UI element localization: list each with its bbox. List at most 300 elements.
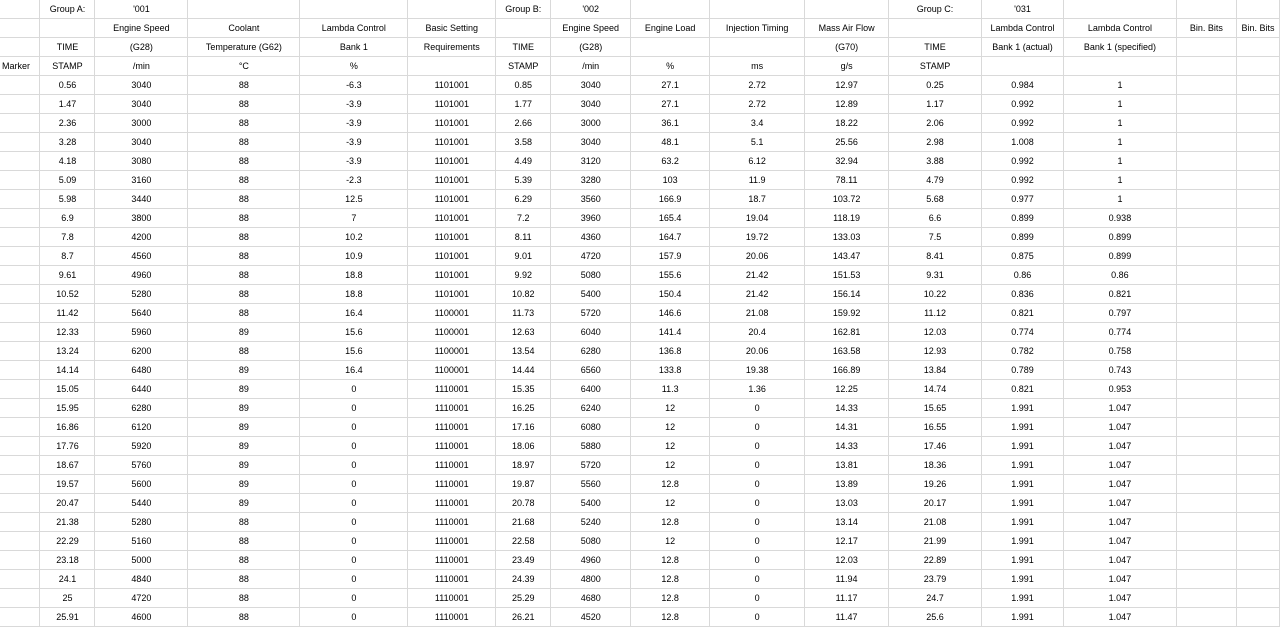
spreadsheet-cell[interactable]: 1.991	[982, 551, 1064, 570]
spreadsheet-cell[interactable]: 11.42	[40, 304, 95, 323]
spreadsheet-cell[interactable]: 1.047	[1063, 589, 1176, 608]
spreadsheet-cell[interactable]	[1176, 532, 1236, 551]
spreadsheet-cell[interactable]: 1.47	[40, 95, 95, 114]
spreadsheet-cell[interactable]: g/s	[805, 57, 889, 76]
spreadsheet-cell[interactable]: 1101001	[408, 209, 496, 228]
spreadsheet-cell[interactable]: 133.8	[631, 361, 710, 380]
spreadsheet-cell[interactable]: 5720	[551, 456, 631, 475]
spreadsheet-cell[interactable]: 88	[188, 532, 300, 551]
spreadsheet-cell[interactable]: 4.18	[40, 152, 95, 171]
spreadsheet-cell[interactable]: 3040	[551, 133, 631, 152]
spreadsheet-cell[interactable]	[0, 323, 40, 342]
spreadsheet-cell[interactable]: 151.53	[805, 266, 889, 285]
spreadsheet-cell[interactable]: 0	[710, 475, 805, 494]
spreadsheet-cell[interactable]: 89	[188, 437, 300, 456]
spreadsheet-cell[interactable]	[1236, 171, 1279, 190]
spreadsheet-cell[interactable]: 18.7	[710, 190, 805, 209]
spreadsheet-cell[interactable]: 0.875	[982, 247, 1064, 266]
spreadsheet-cell[interactable]: 6440	[95, 380, 188, 399]
spreadsheet-cell[interactable]: 5160	[95, 532, 188, 551]
spreadsheet-cell[interactable]: 1.991	[982, 513, 1064, 532]
spreadsheet-cell[interactable]: -3.9	[300, 152, 408, 171]
spreadsheet-cell[interactable]: 0	[710, 551, 805, 570]
spreadsheet-cell[interactable]: /min	[95, 57, 188, 76]
spreadsheet-cell[interactable]: 1	[1063, 95, 1176, 114]
spreadsheet-cell[interactable]	[0, 608, 40, 627]
spreadsheet-cell[interactable]	[1236, 418, 1279, 437]
spreadsheet-cell[interactable]: 4.49	[496, 152, 551, 171]
spreadsheet-cell[interactable]: 0	[300, 494, 408, 513]
spreadsheet-cell[interactable]: 2.98	[889, 133, 982, 152]
spreadsheet-cell[interactable]: 0.821	[982, 380, 1064, 399]
spreadsheet-cell[interactable]: 89	[188, 380, 300, 399]
spreadsheet-cell[interactable]: 1100001	[408, 342, 496, 361]
spreadsheet-cell[interactable]: TIME	[889, 38, 982, 57]
spreadsheet-cell[interactable]: Group B:	[496, 0, 551, 19]
spreadsheet-cell[interactable]: 89	[188, 494, 300, 513]
spreadsheet-cell[interactable]: 3.28	[40, 133, 95, 152]
spreadsheet-cell[interactable]: 17.76	[40, 437, 95, 456]
spreadsheet-cell[interactable]: 0	[710, 513, 805, 532]
spreadsheet-cell[interactable]: 0.992	[982, 152, 1064, 171]
spreadsheet-cell[interactable]: 36.1	[631, 114, 710, 133]
spreadsheet-cell[interactable]: 0.797	[1063, 304, 1176, 323]
spreadsheet-cell[interactable]	[0, 133, 40, 152]
spreadsheet-cell[interactable]: 0.992	[982, 114, 1064, 133]
spreadsheet-cell[interactable]	[1236, 114, 1279, 133]
spreadsheet-cell[interactable]	[1236, 38, 1279, 57]
spreadsheet-cell[interactable]	[1176, 551, 1236, 570]
spreadsheet-cell[interactable]: 13.54	[496, 342, 551, 361]
spreadsheet-cell[interactable]	[0, 0, 40, 19]
spreadsheet-cell[interactable]: 24.7	[889, 589, 982, 608]
spreadsheet-cell[interactable]	[1176, 171, 1236, 190]
spreadsheet-cell[interactable]: 166.9	[631, 190, 710, 209]
spreadsheet-cell[interactable]	[631, 0, 710, 19]
spreadsheet-cell[interactable]: 6.9	[40, 209, 95, 228]
spreadsheet-cell[interactable]	[1176, 608, 1236, 627]
spreadsheet-cell[interactable]: 5920	[95, 437, 188, 456]
spreadsheet-cell[interactable]	[1176, 380, 1236, 399]
spreadsheet-cell[interactable]: 0.977	[982, 190, 1064, 209]
spreadsheet-cell[interactable]	[1176, 475, 1236, 494]
spreadsheet-cell[interactable]: 1101001	[408, 247, 496, 266]
spreadsheet-cell[interactable]: 12.8	[631, 475, 710, 494]
spreadsheet-cell[interactable]: 1	[1063, 133, 1176, 152]
spreadsheet-cell[interactable]	[1176, 494, 1236, 513]
spreadsheet-cell[interactable]: 20.17	[889, 494, 982, 513]
spreadsheet-cell[interactable]: 163.58	[805, 342, 889, 361]
spreadsheet-cell[interactable]: 13.89	[805, 475, 889, 494]
spreadsheet-cell[interactable]: Bank 1	[300, 38, 408, 57]
spreadsheet-cell[interactable]: 16.25	[496, 399, 551, 418]
spreadsheet-cell[interactable]: 20.4	[710, 323, 805, 342]
spreadsheet-cell[interactable]: 0	[300, 513, 408, 532]
spreadsheet-cell[interactable]: 1101001	[408, 228, 496, 247]
spreadsheet-cell[interactable]: 3000	[551, 114, 631, 133]
spreadsheet-cell[interactable]	[1063, 0, 1176, 19]
spreadsheet-cell[interactable]: 88	[188, 133, 300, 152]
spreadsheet-cell[interactable]: 0.992	[982, 95, 1064, 114]
spreadsheet-cell[interactable]: 27.1	[631, 76, 710, 95]
spreadsheet-cell[interactable]: Bin. Bits	[1236, 19, 1279, 38]
spreadsheet-cell[interactable]: 88	[188, 95, 300, 114]
spreadsheet-cell[interactable]	[300, 0, 408, 19]
spreadsheet-cell[interactable]: 166.89	[805, 361, 889, 380]
spreadsheet-cell[interactable]: 136.8	[631, 342, 710, 361]
spreadsheet-cell[interactable]: 1.991	[982, 418, 1064, 437]
spreadsheet-cell[interactable]: 88	[188, 570, 300, 589]
spreadsheet-cell[interactable]: 14.31	[805, 418, 889, 437]
spreadsheet-cell[interactable]: 6120	[95, 418, 188, 437]
spreadsheet-cell[interactable]: 21.42	[710, 266, 805, 285]
spreadsheet-cell[interactable]: 12	[631, 437, 710, 456]
spreadsheet-cell[interactable]: 5280	[95, 285, 188, 304]
spreadsheet-cell[interactable]: 78.11	[805, 171, 889, 190]
spreadsheet-cell[interactable]: 14.33	[805, 437, 889, 456]
spreadsheet-cell[interactable]: 0	[300, 570, 408, 589]
spreadsheet-cell[interactable]	[0, 285, 40, 304]
spreadsheet-cell[interactable]: 15.65	[889, 399, 982, 418]
spreadsheet-cell[interactable]: STAMP	[496, 57, 551, 76]
spreadsheet-cell[interactable]	[1236, 133, 1279, 152]
spreadsheet-cell[interactable]: 143.47	[805, 247, 889, 266]
spreadsheet-cell[interactable]: 17.16	[496, 418, 551, 437]
spreadsheet-cell[interactable]	[1236, 570, 1279, 589]
spreadsheet-cell[interactable]: 4.79	[889, 171, 982, 190]
spreadsheet-cell[interactable]: 0.774	[1063, 323, 1176, 342]
spreadsheet-cell[interactable]	[0, 494, 40, 513]
spreadsheet-cell[interactable]: 21.08	[710, 304, 805, 323]
spreadsheet-cell[interactable]: 63.2	[631, 152, 710, 171]
spreadsheet-cell[interactable]: 1101001	[408, 266, 496, 285]
spreadsheet-cell[interactable]	[1176, 57, 1236, 76]
spreadsheet-cell[interactable]: 3040	[95, 133, 188, 152]
spreadsheet-cell[interactable]: 8.41	[889, 247, 982, 266]
spreadsheet-cell[interactable]	[0, 152, 40, 171]
spreadsheet-cell[interactable]: 1.047	[1063, 532, 1176, 551]
spreadsheet-cell[interactable]: 3040	[551, 76, 631, 95]
spreadsheet-cell[interactable]: 12.8	[631, 608, 710, 627]
spreadsheet-cell[interactable]: 12.8	[631, 589, 710, 608]
spreadsheet-cell[interactable]: 6480	[95, 361, 188, 380]
spreadsheet-cell[interactable]: 18.8	[300, 266, 408, 285]
spreadsheet-cell[interactable]: 5440	[95, 494, 188, 513]
spreadsheet-cell[interactable]: 1	[1063, 152, 1176, 171]
spreadsheet-cell[interactable]: 2.72	[710, 76, 805, 95]
spreadsheet-cell[interactable]: '031	[982, 0, 1064, 19]
spreadsheet-cell[interactable]	[1236, 513, 1279, 532]
spreadsheet-cell[interactable]	[1176, 38, 1236, 57]
spreadsheet-cell[interactable]: 12.8	[631, 570, 710, 589]
spreadsheet-cell[interactable]: 11.3	[631, 380, 710, 399]
spreadsheet-cell[interactable]: 1.047	[1063, 456, 1176, 475]
spreadsheet-cell[interactable]: 0	[300, 532, 408, 551]
spreadsheet-cell[interactable]: 88	[188, 76, 300, 95]
spreadsheet-cell[interactable]: 18.8	[300, 285, 408, 304]
spreadsheet-cell[interactable]: 3560	[551, 190, 631, 209]
spreadsheet-cell[interactable]	[1176, 399, 1236, 418]
spreadsheet-cell[interactable]: 1110001	[408, 418, 496, 437]
spreadsheet-cell[interactable]: 88	[188, 513, 300, 532]
spreadsheet-cell[interactable]: 155.6	[631, 266, 710, 285]
spreadsheet-cell[interactable]: 1.36	[710, 380, 805, 399]
spreadsheet-cell[interactable]: 22.29	[40, 532, 95, 551]
spreadsheet-cell[interactable]	[1176, 76, 1236, 95]
spreadsheet-cell[interactable]: 1101001	[408, 285, 496, 304]
spreadsheet-cell[interactable]	[1236, 0, 1279, 19]
spreadsheet-cell[interactable]: 89	[188, 323, 300, 342]
spreadsheet-cell[interactable]: 0.984	[982, 76, 1064, 95]
spreadsheet-cell[interactable]	[0, 95, 40, 114]
spreadsheet-cell[interactable]: 12	[631, 399, 710, 418]
spreadsheet-cell[interactable]: 15.95	[40, 399, 95, 418]
spreadsheet-cell[interactable]: 12.5	[300, 190, 408, 209]
spreadsheet-cell[interactable]: 1100001	[408, 361, 496, 380]
spreadsheet-cell[interactable]: 1.991	[982, 532, 1064, 551]
spreadsheet-cell[interactable]: 2.66	[496, 114, 551, 133]
spreadsheet-cell[interactable]	[982, 57, 1064, 76]
spreadsheet-cell[interactable]: 27.1	[631, 95, 710, 114]
spreadsheet-cell[interactable]: 4360	[551, 228, 631, 247]
spreadsheet-cell[interactable]: 1.047	[1063, 399, 1176, 418]
spreadsheet-cell[interactable]: 6.6	[889, 209, 982, 228]
spreadsheet-cell[interactable]: 0	[300, 551, 408, 570]
spreadsheet-cell[interactable]	[1236, 209, 1279, 228]
spreadsheet-cell[interactable]: 20.78	[496, 494, 551, 513]
spreadsheet-cell[interactable]: 18.67	[40, 456, 95, 475]
spreadsheet-cell[interactable]: Engine Load	[631, 19, 710, 38]
spreadsheet-cell[interactable]: -3.9	[300, 95, 408, 114]
spreadsheet-cell[interactable]: 0	[710, 418, 805, 437]
spreadsheet-cell[interactable]: 0.774	[982, 323, 1064, 342]
spreadsheet-cell[interactable]: 11.94	[805, 570, 889, 589]
spreadsheet-cell[interactable]: 1110001	[408, 532, 496, 551]
spreadsheet-cell[interactable]	[710, 38, 805, 57]
spreadsheet-cell[interactable]: 1.991	[982, 456, 1064, 475]
spreadsheet-cell[interactable]: 5.68	[889, 190, 982, 209]
spreadsheet-cell[interactable]: -6.3	[300, 76, 408, 95]
spreadsheet-cell[interactable]	[1236, 589, 1279, 608]
spreadsheet-cell[interactable]: 25.6	[889, 608, 982, 627]
spreadsheet-cell[interactable]: 88	[188, 247, 300, 266]
spreadsheet-cell[interactable]: 9.92	[496, 266, 551, 285]
spreadsheet-cell[interactable]	[889, 19, 982, 38]
spreadsheet-cell[interactable]: 16.55	[889, 418, 982, 437]
spreadsheet-cell[interactable]: -2.3	[300, 171, 408, 190]
spreadsheet-cell[interactable]: 15.6	[300, 342, 408, 361]
spreadsheet-cell[interactable]: 5080	[551, 532, 631, 551]
spreadsheet-cell[interactable]: 23.79	[889, 570, 982, 589]
spreadsheet-cell[interactable]: 88	[188, 209, 300, 228]
spreadsheet-cell[interactable]: 141.4	[631, 323, 710, 342]
spreadsheet-cell[interactable]: 1101001	[408, 114, 496, 133]
spreadsheet-cell[interactable]: TIME	[40, 38, 95, 57]
spreadsheet-cell[interactable]: STAMP	[889, 57, 982, 76]
spreadsheet-cell[interactable]: 103	[631, 171, 710, 190]
spreadsheet-cell[interactable]: 146.6	[631, 304, 710, 323]
spreadsheet-cell[interactable]: 22.89	[889, 551, 982, 570]
spreadsheet-cell[interactable]: 0	[300, 380, 408, 399]
spreadsheet-cell[interactable]: 25.29	[496, 589, 551, 608]
spreadsheet-cell[interactable]: 3.4	[710, 114, 805, 133]
spreadsheet-cell[interactable]: 4840	[95, 570, 188, 589]
spreadsheet-cell[interactable]: 0	[300, 589, 408, 608]
spreadsheet-cell[interactable]: 1.991	[982, 608, 1064, 627]
spreadsheet-cell[interactable]: 4520	[551, 608, 631, 627]
spreadsheet-cell[interactable]	[496, 19, 551, 38]
spreadsheet-cell[interactable]: 0.821	[1063, 285, 1176, 304]
spreadsheet-cell[interactable]	[0, 570, 40, 589]
spreadsheet-cell[interactable]: 0.953	[1063, 380, 1176, 399]
spreadsheet-cell[interactable]: 88	[188, 190, 300, 209]
spreadsheet-cell[interactable]: 21.08	[889, 513, 982, 532]
spreadsheet-cell[interactable]: 5960	[95, 323, 188, 342]
spreadsheet-cell[interactable]: 13.84	[889, 361, 982, 380]
spreadsheet-cell[interactable]: 1101001	[408, 152, 496, 171]
spreadsheet-cell[interactable]: 3040	[95, 76, 188, 95]
spreadsheet-cell[interactable]: 10.9	[300, 247, 408, 266]
spreadsheet-cell[interactable]	[1176, 152, 1236, 171]
spreadsheet-cell[interactable]: 88	[188, 266, 300, 285]
spreadsheet-cell[interactable]: 6560	[551, 361, 631, 380]
spreadsheet-cell[interactable]: 2.06	[889, 114, 982, 133]
spreadsheet-cell[interactable]: Basic Setting	[408, 19, 496, 38]
spreadsheet-cell[interactable]	[0, 475, 40, 494]
spreadsheet-cell[interactable]: Temperature (G62)	[188, 38, 300, 57]
spreadsheet-cell[interactable]: 11.17	[805, 589, 889, 608]
spreadsheet-cell[interactable]: 0.782	[982, 342, 1064, 361]
spreadsheet-cell[interactable]	[1176, 570, 1236, 589]
spreadsheet-cell[interactable]: 89	[188, 475, 300, 494]
spreadsheet-cell[interactable]	[40, 19, 95, 38]
spreadsheet-cell[interactable]: 0.743	[1063, 361, 1176, 380]
spreadsheet-cell[interactable]	[1236, 456, 1279, 475]
spreadsheet-cell[interactable]: 21.38	[40, 513, 95, 532]
spreadsheet-cell[interactable]: 0	[710, 456, 805, 475]
spreadsheet-cell[interactable]	[0, 361, 40, 380]
spreadsheet-cell[interactable]: 10.2	[300, 228, 408, 247]
spreadsheet-cell[interactable]: Group C:	[889, 0, 982, 19]
spreadsheet-cell[interactable]: 1110001	[408, 494, 496, 513]
spreadsheet-cell[interactable]: 7	[300, 209, 408, 228]
spreadsheet-cell[interactable]: 1110001	[408, 437, 496, 456]
spreadsheet-cell[interactable]: 6200	[95, 342, 188, 361]
spreadsheet-cell[interactable]: 0	[300, 437, 408, 456]
spreadsheet-cell[interactable]: 133.03	[805, 228, 889, 247]
spreadsheet-cell[interactable]: -3.9	[300, 133, 408, 152]
spreadsheet-cell[interactable]: 5280	[95, 513, 188, 532]
spreadsheet-cell[interactable]: 4720	[95, 589, 188, 608]
spreadsheet-cell[interactable]: 25.56	[805, 133, 889, 152]
spreadsheet-cell[interactable]: 0.992	[982, 171, 1064, 190]
spreadsheet-cell[interactable]: 0	[710, 399, 805, 418]
spreadsheet-cell[interactable]: 88	[188, 342, 300, 361]
spreadsheet-cell[interactable]	[1236, 323, 1279, 342]
spreadsheet-cell[interactable]: 88	[188, 304, 300, 323]
spreadsheet-cell[interactable]: 88	[188, 608, 300, 627]
spreadsheet-cell[interactable]	[1236, 342, 1279, 361]
spreadsheet-cell[interactable]: 4800	[551, 570, 631, 589]
spreadsheet-cell[interactable]: Bank 1 (actual)	[982, 38, 1064, 57]
spreadsheet-cell[interactable]: TIME	[496, 38, 551, 57]
spreadsheet-cell[interactable]	[1236, 437, 1279, 456]
spreadsheet-cell[interactable]: 1.047	[1063, 551, 1176, 570]
spreadsheet-cell[interactable]: 23.18	[40, 551, 95, 570]
spreadsheet-cell[interactable]: 89	[188, 361, 300, 380]
spreadsheet-cell[interactable]	[1236, 152, 1279, 171]
spreadsheet-cell[interactable]: 1.047	[1063, 418, 1176, 437]
spreadsheet-cell[interactable]: '002	[551, 0, 631, 19]
spreadsheet-cell[interactable]	[0, 209, 40, 228]
spreadsheet-cell[interactable]: 5400	[551, 285, 631, 304]
spreadsheet-cell[interactable]: 4960	[95, 266, 188, 285]
spreadsheet-cell[interactable]: 3960	[551, 209, 631, 228]
spreadsheet-cell[interactable]: Requirements	[408, 38, 496, 57]
spreadsheet-cell[interactable]: 88	[188, 228, 300, 247]
spreadsheet-cell[interactable]	[1236, 285, 1279, 304]
spreadsheet-cell[interactable]	[1176, 513, 1236, 532]
spreadsheet-cell[interactable]	[1176, 228, 1236, 247]
spreadsheet-cell[interactable]: 7.2	[496, 209, 551, 228]
spreadsheet-cell[interactable]: 1.77	[496, 95, 551, 114]
spreadsheet-cell[interactable]: 5600	[95, 475, 188, 494]
spreadsheet-cell[interactable]: 1.008	[982, 133, 1064, 152]
spreadsheet-cell[interactable]	[1236, 532, 1279, 551]
spreadsheet-cell[interactable]: 6.12	[710, 152, 805, 171]
spreadsheet-cell[interactable]	[1236, 551, 1279, 570]
spreadsheet-cell[interactable]: /min	[551, 57, 631, 76]
spreadsheet-cell[interactable]: 12.33	[40, 323, 95, 342]
spreadsheet-cell[interactable]: 4680	[551, 589, 631, 608]
spreadsheet-cell[interactable]: Bank 1 (specified)	[1063, 38, 1176, 57]
spreadsheet-cell[interactable]: 103.72	[805, 190, 889, 209]
spreadsheet-cell[interactable]	[1176, 266, 1236, 285]
spreadsheet-cell[interactable]	[1236, 190, 1279, 209]
spreadsheet-cell[interactable]	[1176, 209, 1236, 228]
spreadsheet-cell[interactable]: 9.61	[40, 266, 95, 285]
spreadsheet-cell[interactable]	[0, 38, 40, 57]
spreadsheet-cell[interactable]: 9.01	[496, 247, 551, 266]
spreadsheet-cell[interactable]: 1.047	[1063, 437, 1176, 456]
spreadsheet-cell[interactable]	[1176, 304, 1236, 323]
spreadsheet-cell[interactable]: 11.73	[496, 304, 551, 323]
spreadsheet-cell[interactable]	[0, 513, 40, 532]
spreadsheet-cell[interactable]: ms	[710, 57, 805, 76]
spreadsheet-cell[interactable]: 5400	[551, 494, 631, 513]
spreadsheet-cell[interactable]	[1176, 456, 1236, 475]
spreadsheet-cell[interactable]: 1	[1063, 76, 1176, 95]
spreadsheet-cell[interactable]	[0, 19, 40, 38]
spreadsheet-cell[interactable]: 24.39	[496, 570, 551, 589]
spreadsheet-cell[interactable]: 0.899	[1063, 228, 1176, 247]
spreadsheet-cell[interactable]: Lambda Control	[300, 19, 408, 38]
spreadsheet-cell[interactable]: 5.98	[40, 190, 95, 209]
spreadsheet-cell[interactable]: 4560	[95, 247, 188, 266]
spreadsheet-cell[interactable]: 3080	[95, 152, 188, 171]
spreadsheet-cell[interactable]: 1.991	[982, 570, 1064, 589]
spreadsheet-cell[interactable]: 5240	[551, 513, 631, 532]
spreadsheet-cell[interactable]	[1236, 361, 1279, 380]
spreadsheet-cell[interactable]: 1.047	[1063, 608, 1176, 627]
spreadsheet-cell[interactable]: 10.82	[496, 285, 551, 304]
spreadsheet-cell[interactable]	[0, 532, 40, 551]
spreadsheet-cell[interactable]: 6.29	[496, 190, 551, 209]
spreadsheet-cell[interactable]: 1101001	[408, 95, 496, 114]
spreadsheet-cell[interactable]: 6240	[551, 399, 631, 418]
spreadsheet-cell[interactable]	[1236, 608, 1279, 627]
spreadsheet-cell[interactable]: 4960	[551, 551, 631, 570]
